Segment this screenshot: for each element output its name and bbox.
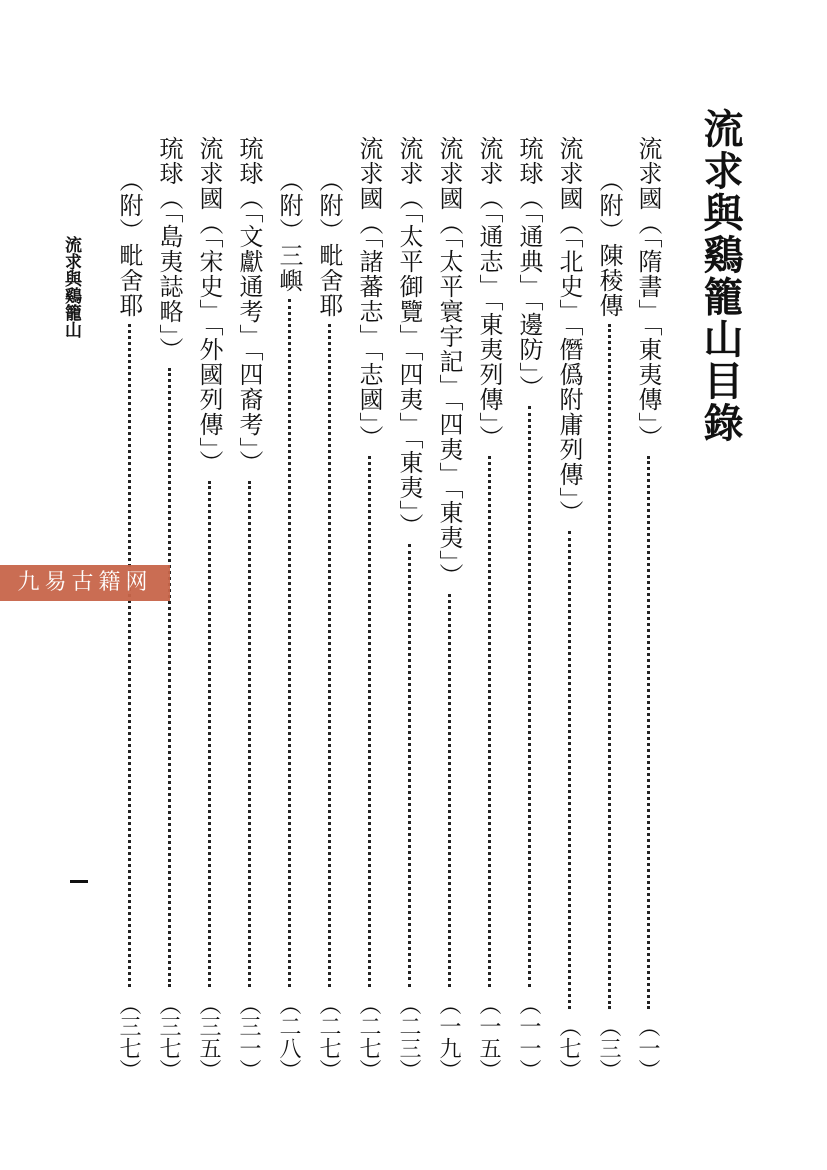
dot-leader [408, 544, 411, 987]
dot-leader [528, 406, 531, 987]
toc-entry-page: （三五） [196, 993, 221, 1081]
toc-entry-page: （一九） [436, 993, 461, 1081]
toc-entry [393, 136, 427, 1081]
toc-entry-label: （附）毗舍耶 [115, 168, 143, 318]
toc-entry-label: 流求國（「隋書」「東夷傳」） [634, 136, 662, 450]
toc-entry [473, 136, 507, 1081]
toc-entry [153, 136, 187, 1081]
toc-entry-page: （二三） [396, 993, 421, 1081]
toc-entry [513, 136, 547, 1081]
toc-entry [353, 136, 387, 1081]
toc-entry-label: （附）陳稜傳 [595, 168, 623, 318]
dot-leader [128, 324, 131, 987]
toc-entry-page: （二七） [356, 993, 381, 1081]
toc-entry-page: （一一） [516, 993, 541, 1081]
dot-leader [248, 481, 251, 987]
toc-entry-page: （三） [596, 1015, 621, 1081]
toc-entry [433, 136, 467, 1081]
toc-entry [273, 136, 307, 1081]
toc-entry-label: 琉球（「通典」「邊防」） [515, 136, 543, 400]
toc-entry-label: 流求國（「太平寰宇記」「四夷」「東夷」） [435, 136, 463, 588]
toc-entry-label: 琉球（「島夷誌略」） [155, 136, 183, 362]
toc-entry [113, 136, 147, 1081]
toc-entry [233, 136, 267, 1081]
toc-entry-page: （三一） [236, 993, 261, 1081]
dot-leader [647, 456, 650, 1009]
toc-entry-page: （三七） [116, 993, 141, 1081]
page-title: 流求與鷄籠山目錄 [697, 108, 744, 444]
toc-entry [632, 136, 666, 1081]
toc-entry-page: （一） [635, 1015, 660, 1081]
dot-leader [568, 531, 571, 1009]
toc-entry-label: 流求國（「宋史」「外國列傳」） [195, 136, 223, 475]
running-title: 流求與鷄籠山 [61, 236, 81, 338]
watermark-banner: 九易古籍网 [0, 565, 170, 601]
dot-leader [328, 324, 331, 987]
dot-leader [208, 481, 211, 987]
toc-entry [593, 136, 627, 1081]
dot-leader [288, 299, 291, 987]
toc-entry-page: （三七） [156, 993, 181, 1081]
toc-entry-page: （七） [556, 1015, 581, 1081]
toc-entry-label: 流求國（「諸蕃志」「志國」） [355, 136, 383, 450]
dot-leader [488, 456, 491, 987]
folio-number [70, 880, 88, 883]
toc-entry-label: 琉球（「文獻通考」「四裔考」） [235, 136, 263, 475]
dot-leader [608, 324, 611, 1009]
dot-leader [448, 594, 451, 987]
toc-entry-page: （二八） [276, 993, 301, 1081]
toc-entry [193, 136, 227, 1081]
toc-entry-label: （附）三嶼 [275, 168, 303, 293]
toc-entry [553, 136, 587, 1081]
dot-leader [168, 368, 171, 987]
toc-entry-label: 流求（「通志」「東夷列傳」） [475, 136, 503, 450]
toc-entry-page: （二七） [316, 993, 341, 1081]
toc-entry-label: 流求（「太平御覽」「四夷」「東夷」） [395, 136, 423, 538]
toc-entry-label: 流求國（「北史」「僭僞附庸列傳」） [555, 136, 583, 525]
toc-entry-label: （附）毗舍耶 [315, 168, 343, 318]
toc-entry-page: （一五） [476, 993, 501, 1081]
dot-leader [368, 456, 371, 987]
toc-entry [313, 136, 347, 1081]
